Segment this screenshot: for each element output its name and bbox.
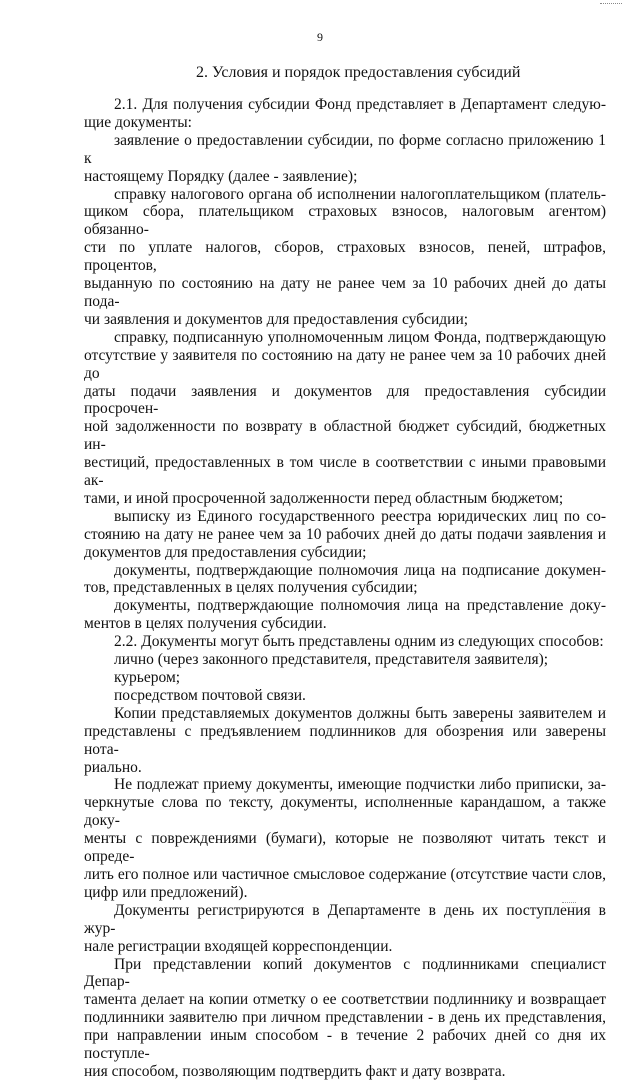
text-line: настоящему Порядку (далее - заявление);	[84, 167, 358, 185]
text-line: справку налогового органа об исполнении налогоплательщиком (платель-	[114, 185, 606, 203]
text-line: выданную по состоянию на дату не ранее чем за 10 рабочих дней до даты пода-	[84, 275, 606, 310]
text-line: заявление о предоставлении субсидии, по форме согласно приложению 1 к	[84, 131, 606, 167]
section-title: 2. Условия и порядок предоставления субсидий	[196, 64, 521, 81]
text-line: лить его полное или частичное смысловое содержание (отсутствие части слов,	[84, 865, 606, 883]
text-line: представлены с предъявлением подлинников для обозрения или заверены нота-	[84, 722, 606, 758]
text-line: менты с повреждениями (бумаги), которые не позволяют читать текст и опреде-	[84, 830, 606, 866]
page-number: 9	[317, 30, 323, 44]
text-line: 2.2. Документы могут быть представлены одним из следующих способов:	[114, 633, 604, 651]
text-line: ментов в целях получения субсидии.	[84, 615, 327, 633]
text-line: сти по уплате налогов, сборов, страховых взносов, пеней, штрафов, процентов,	[84, 239, 606, 275]
text-line: Документы регистрируются в Департаменте в день их поступления в жур-	[84, 901, 606, 937]
text-line: при направлении иным способом - в течение 2 рабочих дней со дня их поступле-	[84, 1027, 606, 1063]
text-line: риально.	[84, 758, 142, 776]
text-line: документов для предоставления субсидии;	[84, 543, 367, 561]
text-line: Копии представляемых документов должны быть заверены заявителем и	[114, 704, 606, 722]
document-body	[84, 96, 606, 1081]
text-line: отсутствие у заявителя по состоянию на дату не ранее чем за 10 рабочих дней до	[84, 346, 606, 382]
text-line: выписку из Единого государственного реестра юридических лиц по со-	[114, 507, 606, 525]
text-line: лично (через законного представителя, представителя заявителя);	[114, 651, 549, 669]
text-line: документы, подтверждающие полномочия лица на подписание докумен-	[114, 561, 606, 579]
text-line: черкнутые слова по тексту, документы, исполненные карандашом, а также доку-	[84, 794, 606, 830]
text-line: чи заявления и документов для предоставления субсидии;	[84, 310, 469, 328]
text-line: Не подлежат приему документы, имеющие подчистки либо приписки, за-	[114, 776, 606, 794]
text-line: подлинники заявителю при личном представлении - в день их представления,	[84, 1009, 606, 1027]
text-line: При представлении копий документов с подлинниками специалист Депар-	[84, 955, 606, 991]
text-line: 2.1. Для получения субсидии Фонд представляет в Департамент следую-	[114, 96, 606, 113]
text-line: курьером;	[114, 669, 181, 686]
text-line: тами, и иной просроченной задолженности перед областным бюджетом;	[84, 489, 564, 507]
text-line: ния способом, позволяющим подтвердить факт и дату возврата.	[84, 1062, 506, 1080]
text-line: нале регистрации входящей корреспонденции.	[84, 937, 393, 955]
scan-artifact-bottom	[562, 899, 576, 903]
scan-artifact-top	[600, 0, 622, 4]
text-line: стоянию на дату не ранее чем за 10 рабочих дней до даты подачи заявления и	[84, 525, 606, 543]
text-line: щие документы:	[84, 113, 192, 131]
text-line: вестиций, предоставленных в том числе в соответствии с иными правовыми ак-	[84, 454, 606, 490]
text-line: ной задолженности по возврату в областной бюджет субсидий, бюджетных ин-	[84, 418, 606, 454]
text-line: даты подачи заявления и документов для предоставления субсидии просрочен-	[84, 382, 606, 418]
text-line: документы, подтверждающие полномочия лица на представление доку-	[114, 597, 606, 615]
text-line: тамента делает на копии отметку о ее соответствии подлиннику и возвращает	[84, 991, 606, 1009]
text-line: справку, подписанную уполномоченным лицом Фонда, подтверждающую	[114, 328, 606, 346]
text-line: цифр или предложений).	[84, 883, 248, 901]
text-line: тов, представленных в целях получения субсидии;	[84, 579, 418, 597]
text-line: щиком сбора, плательщиком страховых взносов, налоговым агентом) обязанно-	[84, 203, 606, 239]
text-line: посредством почтовой связи.	[114, 686, 306, 704]
